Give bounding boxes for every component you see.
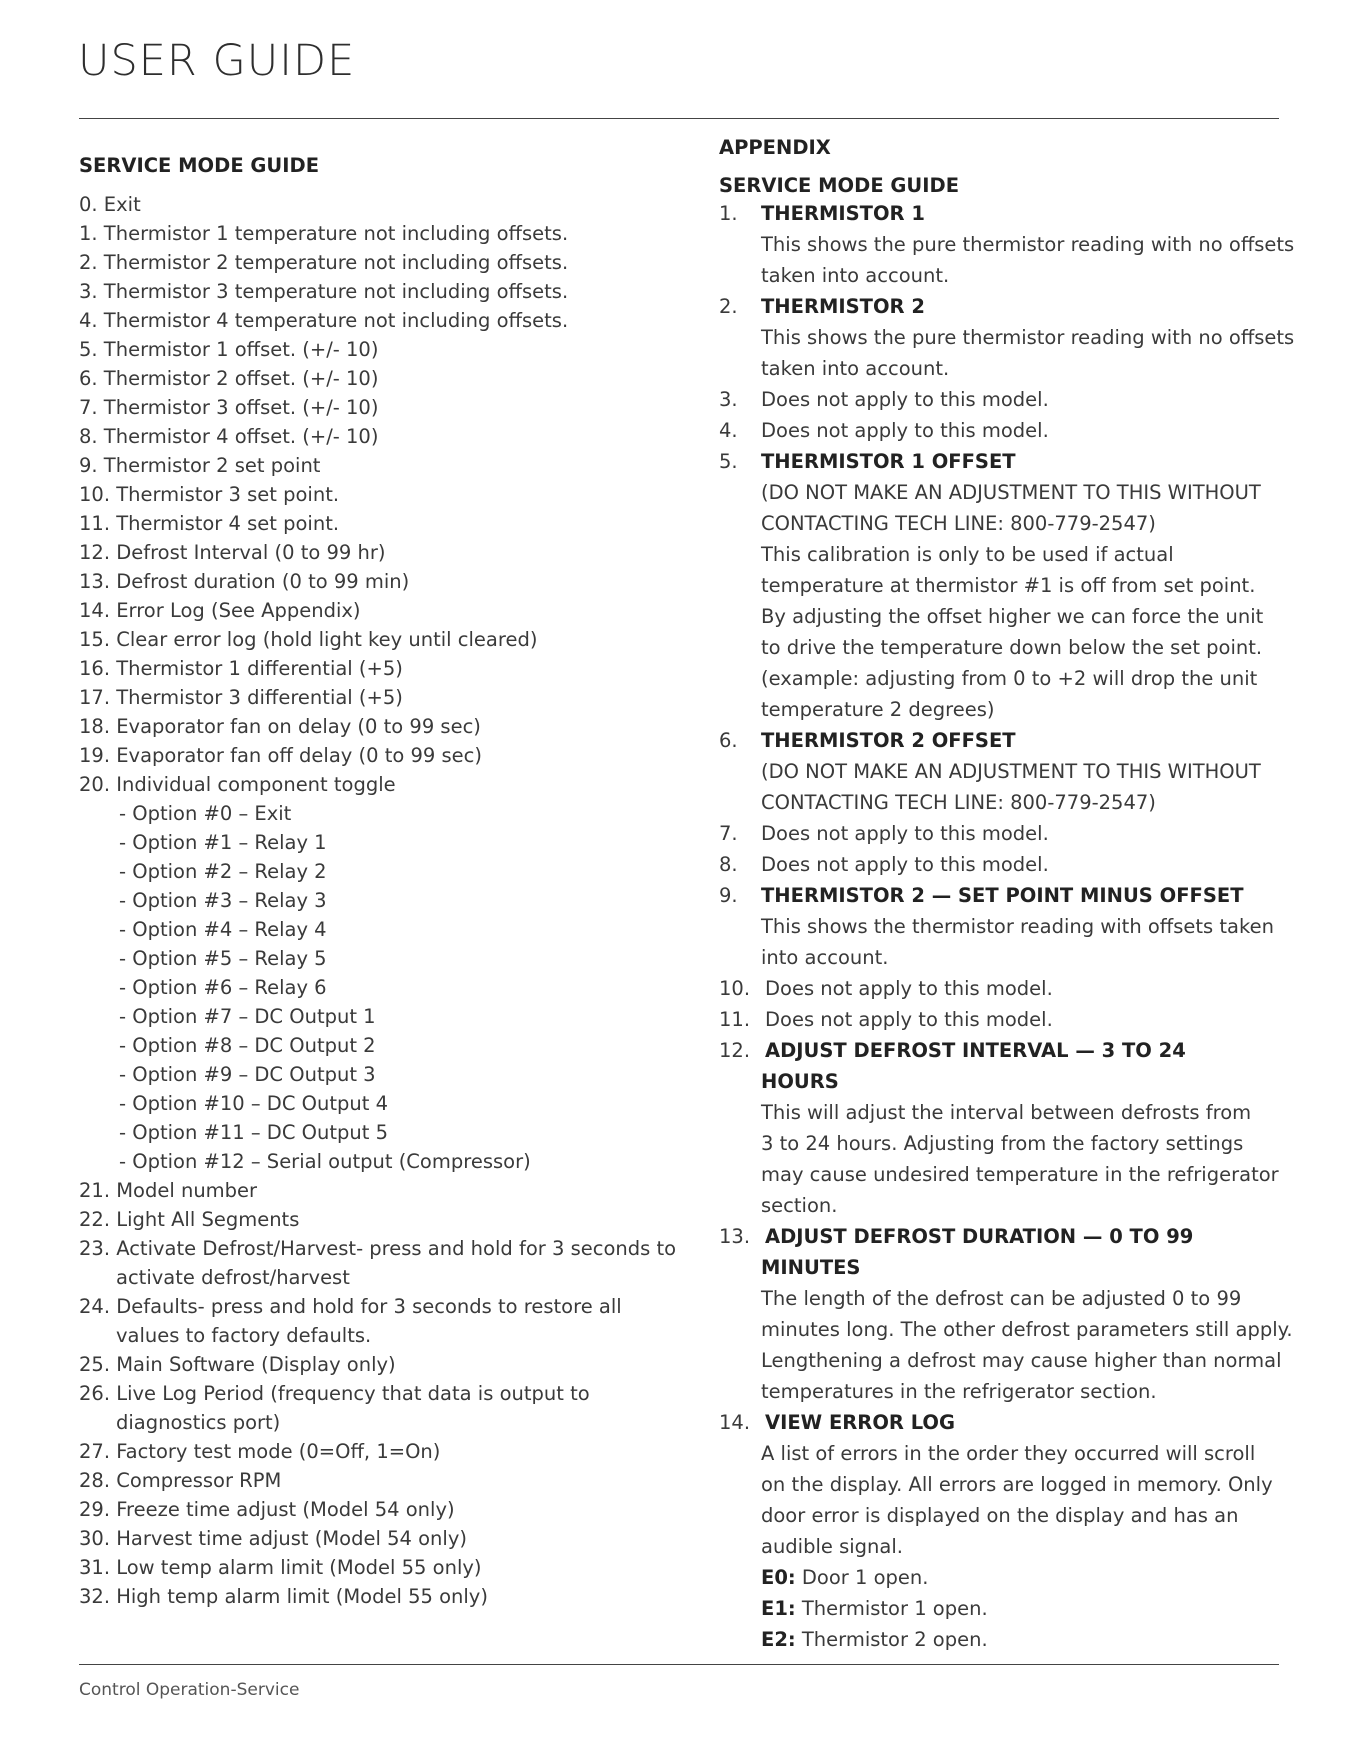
list-item: 19. Evaporator fan off delay (0 to 99 sec) — [79, 744, 482, 767]
item-line: on the display. All errors are logged in memory. Only — [761, 1473, 1273, 1496]
list-item: 3. Thermistor 3 temperature not including offsets. — [79, 280, 569, 303]
item-line: This shows the pure thermistor reading with no offsets — [761, 326, 1295, 349]
appendix-item — [719, 725, 1309, 818]
item-line: A list of errors in the order they occurred will scroll — [761, 1442, 1256, 1465]
list-item: 21. Model number — [79, 1179, 258, 1202]
item-title: ADJUST DEFROST DURATION — 0 TO 99 — [765, 1225, 1194, 1248]
item-line: taken into account. — [761, 264, 950, 287]
list-item: 30. Harvest time adjust (Model 54 only) — [79, 1527, 467, 1550]
appendix-heading: APPENDIX — [719, 136, 831, 159]
item-number: 5. — [719, 450, 738, 473]
item-number: 7. — [719, 822, 738, 845]
item-title: VIEW ERROR LOG — [765, 1411, 956, 1434]
appendix-item — [719, 198, 1309, 291]
item-number: 3. — [719, 388, 738, 411]
list-item: 27. Factory test mode (0=Off, 1=On) — [79, 1440, 441, 1463]
item-line: This shows the thermistor reading with offsets taken — [761, 915, 1274, 938]
item-number: 2. — [719, 295, 738, 318]
list-item: 28. Compressor RPM — [79, 1469, 282, 1492]
item-line: (DO NOT MAKE AN ADJUSTMENT TO THIS WITHOUT — [761, 481, 1261, 504]
option-item: - Option #5 – Relay 5 — [119, 947, 327, 970]
appendix-list — [719, 198, 1309, 1655]
item-line: may cause undesired temperature in the refrigerator — [761, 1163, 1279, 1186]
item-line: minutes long. The other defrost parameters still apply. — [761, 1318, 1293, 1341]
error-code: E0: — [761, 1566, 796, 1589]
list-item: 26. Live Log Period (frequency that data is output to diagnostics port) — [79, 1382, 590, 1434]
item-number: 9. — [719, 884, 738, 907]
option-item: - Option #0 – Exit — [119, 802, 292, 825]
item-line: temperatures in the refrigerator section. — [761, 1380, 1157, 1403]
item-text: Does not apply to this model. — [761, 853, 1049, 876]
item-title: THERMISTOR 1 OFFSET — [761, 450, 1016, 473]
item-title-continued: HOURS — [761, 1070, 839, 1093]
header-divider — [79, 118, 1279, 119]
item-title: THERMISTOR 2 — [761, 295, 925, 318]
item-line: CONTACTING TECH LINE: 800-779-2547) — [761, 791, 1156, 814]
appendix-item — [719, 1221, 1309, 1407]
appendix-item — [719, 973, 1309, 1004]
left-column — [79, 154, 679, 1611]
option-item: - Option #6 – Relay 6 — [119, 976, 327, 999]
error-row — [761, 1624, 1309, 1655]
list-item: 32. High temp alarm limit (Model 55 only) — [79, 1585, 488, 1608]
error-row — [761, 1562, 1309, 1593]
list-item: 4. Thermistor 4 temperature not including offsets. — [79, 309, 569, 332]
item-line: into account. — [761, 946, 889, 969]
list-item: 1. Thermistor 1 temperature not including offsets. — [79, 222, 569, 245]
item-number: 12. — [719, 1039, 751, 1062]
item-title: THERMISTOR 2 — SET POINT MINUS OFFSET — [761, 884, 1244, 907]
list-item: 10. Thermistor 3 set point. — [79, 483, 340, 506]
item-line: This will adjust the interval between defrosts from — [761, 1101, 1252, 1124]
list-item: 13. Defrost duration (0 to 99 min) — [79, 570, 410, 593]
list-item: 17. Thermistor 3 differential (+5) — [79, 686, 403, 709]
item-number: 1. — [719, 202, 738, 225]
footer-divider — [79, 1664, 1279, 1665]
appendix-item — [719, 446, 1309, 725]
list-item: 20. Individual component toggle — [79, 773, 396, 796]
option-item: - Option #7 – DC Output 1 — [119, 1005, 376, 1028]
option-item: - Option #4 – Relay 4 — [119, 918, 327, 941]
item-line: to drive the temperature down below the set point. — [761, 636, 1263, 659]
item-text: Does not apply to this model. — [765, 977, 1053, 1000]
right-column — [719, 132, 1309, 1655]
list-item: 0. Exit — [79, 193, 141, 216]
option-item: - Option #2 – Relay 2 — [119, 860, 327, 883]
list-item: 11. Thermistor 4 set point. — [79, 512, 340, 535]
item-number: 14. — [719, 1411, 751, 1434]
item-title: THERMISTOR 2 OFFSET — [761, 729, 1016, 752]
list-item: 23. Activate Defrost/Harvest- press and hold for 3 seconds to activate defrost/harvest — [79, 1237, 677, 1289]
option-item: - Option #11 – DC Output 5 — [119, 1121, 388, 1144]
list-item: 15. Clear error log (hold light key until cleared) — [79, 628, 538, 651]
item-line: taken into account. — [761, 357, 950, 380]
item-line: (DO NOT MAKE AN ADJUSTMENT TO THIS WITHOUT — [761, 760, 1261, 783]
item-line: By adjusting the offset higher we can force the unit — [761, 605, 1264, 628]
option-item: - Option #8 – DC Output 2 — [119, 1034, 376, 1057]
appendix-item — [719, 849, 1309, 880]
item-line: audible signal. — [761, 1535, 903, 1558]
item-line: door error is displayed on the display and has an — [761, 1504, 1239, 1527]
appendix-item — [719, 1407, 1309, 1655]
list-item: 12. Defrost Interval (0 to 99 hr) — [79, 541, 386, 564]
item-number: 6. — [719, 729, 738, 752]
item-line: 3 to 24 hours. Adjusting from the factory settings — [761, 1132, 1244, 1155]
error-desc: Thermistor 1 open. — [795, 1597, 988, 1620]
item-line: The length of the defrost can be adjusted 0 to 99 — [761, 1287, 1242, 1310]
item-line: Lengthening a defrost may cause higher than normal — [761, 1349, 1282, 1372]
item-line: This calibration is only to be used if actual — [761, 543, 1174, 566]
appendix-item — [719, 1035, 1309, 1221]
list-item: 25. Main Software (Display only) — [79, 1353, 396, 1376]
item-text: Does not apply to this model. — [765, 1008, 1053, 1031]
item-number: 11. — [719, 1008, 751, 1031]
list-item: 22. Light All Segments — [79, 1208, 300, 1231]
item-line: temperature at thermistor #1 is off from set point. — [761, 574, 1256, 597]
item-number: 13. — [719, 1225, 751, 1248]
appendix-item — [719, 415, 1309, 446]
right-section-heading: SERVICE MODE GUIDE — [719, 174, 960, 197]
option-item: - Option #10 – DC Output 4 — [119, 1092, 388, 1115]
list-item: 14. Error Log (See Appendix) — [79, 599, 361, 622]
option-item: - Option #1 – Relay 1 — [119, 831, 327, 854]
item-number: 8. — [719, 853, 738, 876]
appendix-item — [719, 818, 1309, 849]
list-item: 29. Freeze time adjust (Model 54 only) — [79, 1498, 455, 1521]
list-item: 7. Thermistor 3 offset. (+/- 10) — [79, 396, 379, 419]
left-section-heading: SERVICE MODE GUIDE — [79, 154, 320, 177]
list-item: 8. Thermistor 4 offset. (+/- 10) — [79, 425, 379, 448]
list-item: 31. Low temp alarm limit (Model 55 only) — [79, 1556, 482, 1579]
option-item: - Option #9 – DC Output 3 — [119, 1063, 376, 1086]
list-item: 2. Thermistor 2 temperature not including offsets. — [79, 251, 569, 274]
footer-text: Control Operation-Service — [79, 1680, 300, 1700]
appendix-item — [719, 291, 1309, 384]
item-line: section. — [761, 1194, 838, 1217]
item-line: (example: adjusting from 0 to +2 will drop the unit — [761, 667, 1258, 690]
error-desc: Door 1 open. — [795, 1566, 929, 1589]
item-title: THERMISTOR 1 — [761, 202, 925, 225]
appendix-item — [719, 384, 1309, 415]
appendix-item — [719, 1004, 1309, 1035]
item-title-continued: MINUTES — [761, 1256, 861, 1279]
service-mode-list — [79, 190, 679, 1611]
item-line: CONTACTING TECH LINE: 800-779-2547) — [761, 512, 1156, 535]
item-number: 4. — [719, 419, 738, 442]
item-text: Does not apply to this model. — [761, 388, 1049, 411]
list-item: 18. Evaporator fan on delay (0 to 99 sec) — [79, 715, 481, 738]
list-item: 24. Defaults- press and hold for 3 seconds to restore all values to factory defaults. — [79, 1295, 622, 1347]
appendix-item — [719, 880, 1309, 973]
item-number: 10. — [719, 977, 751, 1000]
page-title: USER GUIDE — [78, 36, 356, 86]
option-item: - Option #3 – Relay 3 — [119, 889, 327, 912]
error-desc: Thermistor 2 open. — [795, 1628, 988, 1651]
list-item: 5. Thermistor 1 offset. (+/- 10) — [79, 338, 379, 361]
error-row — [761, 1593, 1309, 1624]
item-text: Does not apply to this model. — [761, 822, 1049, 845]
error-code: E2: — [761, 1628, 796, 1651]
item-text: Does not apply to this model. — [761, 419, 1049, 442]
option-item: - Option #12 – Serial output (Compressor) — [119, 1150, 531, 1173]
item-line: temperature 2 degrees) — [761, 698, 995, 721]
list-item: 16. Thermistor 1 differential (+5) — [79, 657, 403, 680]
list-item: 9. Thermistor 2 set point — [79, 454, 321, 477]
error-code: E1: — [761, 1597, 796, 1620]
item-line: This shows the pure thermistor reading with no offsets — [761, 233, 1295, 256]
item-title: ADJUST DEFROST INTERVAL — 3 TO 24 — [765, 1039, 1186, 1062]
list-item: 6. Thermistor 2 offset. (+/- 10) — [79, 367, 379, 390]
